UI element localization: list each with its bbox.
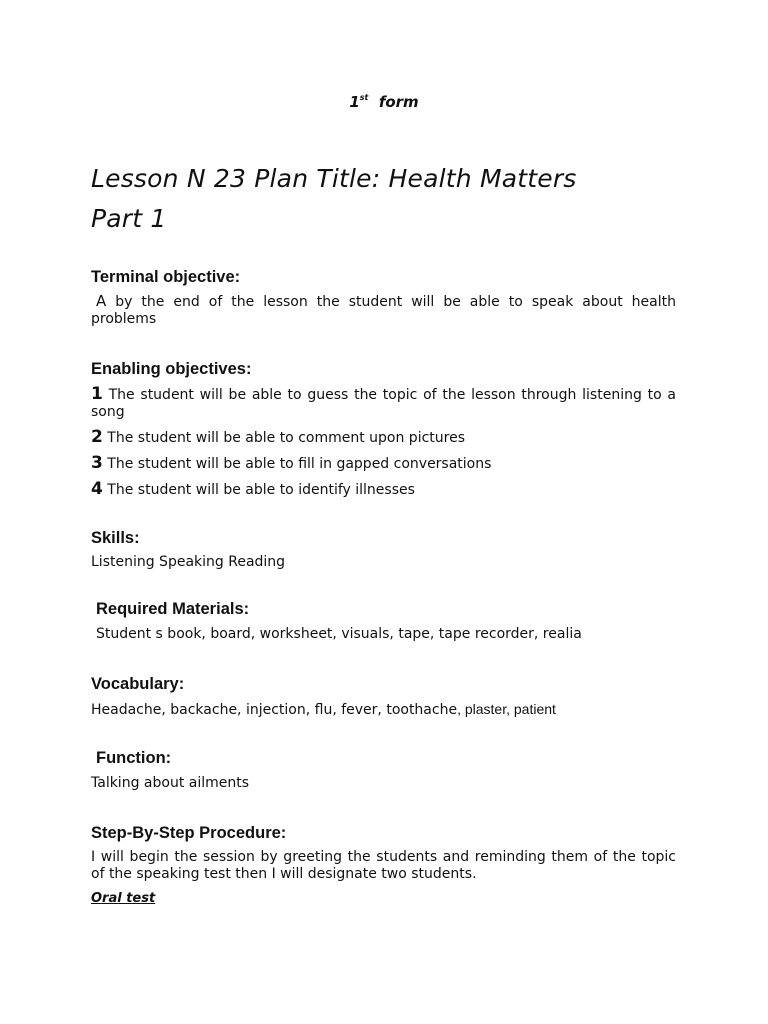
vocabulary-heading: Vocabulary: xyxy=(91,675,185,693)
enabling-objective-item xyxy=(91,481,676,499)
skills-text: Listening Speaking Reading xyxy=(91,554,286,570)
form-suffix: st xyxy=(359,93,369,102)
enabling-objective-text: The student will be able to fill in gapped conversations xyxy=(102,456,492,472)
vocabulary-words: Headache, backache, injection, flu, fever, toothache xyxy=(91,702,458,718)
enabling-objective-item xyxy=(91,429,676,447)
terminal-objective-lead: A xyxy=(96,292,107,310)
enabling-objective-number: 4 xyxy=(91,479,103,499)
enabling-objective-text: The student will be able to identify illnesses xyxy=(102,482,415,498)
lesson-title: Lesson N 23 Plan Title: Health Matters xyxy=(91,164,577,193)
lesson-part: Part 1 xyxy=(91,204,167,233)
materials-text: Student s book, board, worksheet, visuals, tape, tape recorder, realia xyxy=(96,626,582,642)
enabling-objective-item xyxy=(91,455,676,473)
vocabulary-text xyxy=(91,701,676,719)
procedure-text: I will begin the session by greeting the students and reminding them of the topic of the speaking test then I will designate two students. xyxy=(91,849,676,882)
enabling-objective-text: The student will be able to guess the topic of the lesson through listening to a song xyxy=(91,387,676,420)
enabling-objective-number: 1 xyxy=(91,384,103,404)
terminal-objective-heading: Terminal objective: xyxy=(91,268,241,286)
procedure-heading: Step-By-Step Procedure: xyxy=(91,824,287,842)
form-number: 1 xyxy=(349,93,360,111)
materials-heading: Required Materials: xyxy=(96,600,250,618)
function-text: Talking about ailments xyxy=(91,775,250,791)
skills-heading: Skills: xyxy=(91,529,140,547)
vocabulary-words-extra: , plaster, patient xyxy=(457,701,556,717)
terminal-objective-body: by the end of the lesson the student will be able to speak about health problems xyxy=(91,294,676,327)
enabling-objective-text: The student will be able to comment upon pictures xyxy=(102,430,465,446)
function-heading: Function: xyxy=(96,749,172,767)
enabling-objective-number: 2 xyxy=(91,427,103,447)
oral-test-label: Oral test xyxy=(91,891,156,906)
form-word: form xyxy=(378,93,419,111)
form-label xyxy=(0,93,768,111)
enabling-objective-number: 3 xyxy=(91,453,103,473)
terminal-objective-text xyxy=(91,293,676,328)
enabling-objectives-heading: Enabling objectives: xyxy=(91,360,252,378)
enabling-objective-item xyxy=(91,386,676,421)
